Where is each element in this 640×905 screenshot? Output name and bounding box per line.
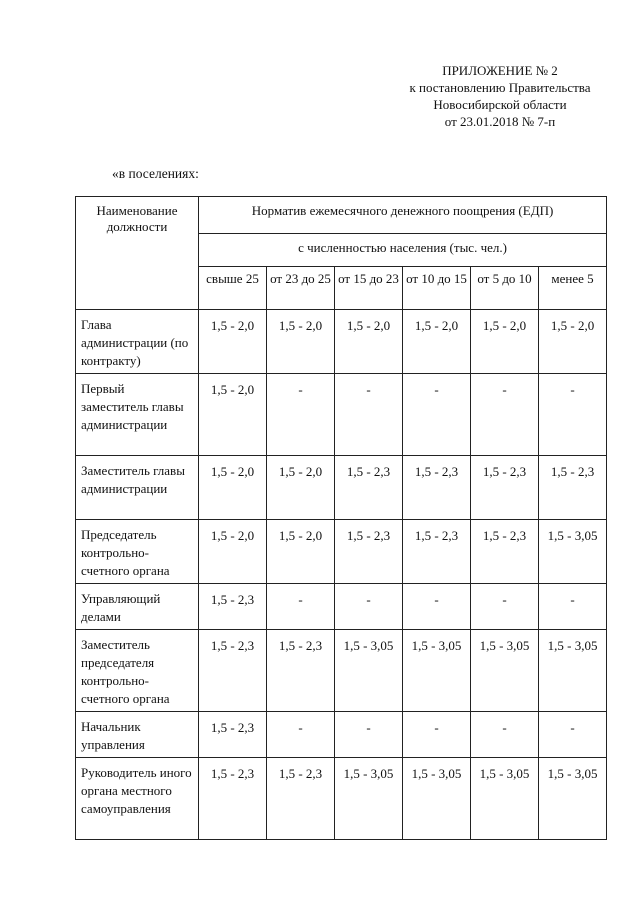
norm-value-cell: 1,5 - 2,0 xyxy=(335,310,403,374)
norm-value-cell: 1,5 - 2,0 xyxy=(403,310,471,374)
norm-value-cell: 1,5 - 2,0 xyxy=(199,456,267,520)
norm-value-cell: 1,5 - 3,05 xyxy=(335,630,403,712)
norm-value-cell: - xyxy=(335,712,403,758)
norm-value-cell: 1,5 - 2,0 xyxy=(267,520,335,584)
norm-value-cell: 1,5 - 2,0 xyxy=(471,310,539,374)
norm-value-cell: 1,5 - 2,0 xyxy=(267,310,335,374)
norm-value-cell: - xyxy=(403,374,471,456)
table-row xyxy=(76,630,607,712)
position-name-cell: Заместитель председателя контрольно-счетного органа xyxy=(76,630,199,712)
position-name-cell: Начальник управления xyxy=(76,712,199,758)
norm-value-cell: 1,5 - 2,3 xyxy=(199,758,267,840)
table-row xyxy=(76,584,607,630)
norm-value-cell: 1,5 - 3,05 xyxy=(539,630,607,712)
table-row xyxy=(76,374,607,456)
header-line-region: Новосибирской области xyxy=(433,97,567,112)
norm-value-cell: 1,5 - 2,3 xyxy=(471,456,539,520)
norm-value-cell: - xyxy=(539,584,607,630)
norm-value-cell: 1,5 - 2,3 xyxy=(199,712,267,758)
norm-value-cell: - xyxy=(471,712,539,758)
header-line-resolution: к постановлению Правительства xyxy=(409,80,591,95)
column-header-norm: Норматив ежемесячного денежного поощрения (ЕДП) xyxy=(199,197,607,234)
norm-value-cell: 1,5 - 2,3 xyxy=(335,520,403,584)
table-row xyxy=(76,520,607,584)
norm-value-cell: - xyxy=(539,374,607,456)
table-row xyxy=(76,758,607,840)
norm-value-cell: - xyxy=(335,584,403,630)
norm-value-cell: 1,5 - 2,3 xyxy=(335,456,403,520)
norm-value-cell: 1,5 - 3,05 xyxy=(403,630,471,712)
norm-value-cell: 1,5 - 3,05 xyxy=(403,758,471,840)
position-name-cell: Председатель контрольно-счетного органа xyxy=(76,520,199,584)
norm-value-cell: - xyxy=(403,584,471,630)
norm-table xyxy=(75,196,607,840)
norm-value-cell: 1,5 - 2,3 xyxy=(199,584,267,630)
norm-value-cell: - xyxy=(335,374,403,456)
norm-value-cell: 1,5 - 3,05 xyxy=(539,520,607,584)
column-header-population-range: от 10 до 15 xyxy=(403,267,471,310)
position-name-cell: Управляющий делами xyxy=(76,584,199,630)
column-header-population-range: от 5 до 10 xyxy=(471,267,539,310)
table-row xyxy=(76,456,607,520)
column-header-population-range: менее 5 xyxy=(539,267,607,310)
norm-value-cell: - xyxy=(471,584,539,630)
norm-value-cell: 1,5 - 2,3 xyxy=(199,630,267,712)
norm-value-cell: 1,5 - 3,05 xyxy=(335,758,403,840)
column-header-population-range: от 23 до 25 xyxy=(267,267,335,310)
appendix-title: ПРИЛОЖЕНИЕ № 2 xyxy=(442,63,558,78)
table-row xyxy=(76,712,607,758)
column-header-position: Наименование должности xyxy=(76,197,199,310)
position-name-cell: Руководитель иного органа местного самоуправления xyxy=(76,758,199,840)
column-header-population-range: свыше 25 xyxy=(199,267,267,310)
intro-text: «в поселениях: xyxy=(112,166,199,181)
norm-value-cell: 1,5 - 2,0 xyxy=(267,456,335,520)
norm-value-cell: 1,5 - 2,3 xyxy=(403,456,471,520)
document-header xyxy=(380,62,620,130)
norm-value-cell: 1,5 - 2,3 xyxy=(403,520,471,584)
norm-value-cell: 1,5 - 2,0 xyxy=(199,310,267,374)
column-header-population-range: от 15 до 23 xyxy=(335,267,403,310)
norm-value-cell: 1,5 - 3,05 xyxy=(471,630,539,712)
norm-value-cell: - xyxy=(267,712,335,758)
norm-value-cell: 1,5 - 2,3 xyxy=(267,758,335,840)
norm-value-cell: - xyxy=(539,712,607,758)
norm-value-cell: - xyxy=(471,374,539,456)
table-row xyxy=(76,310,607,374)
norm-value-cell: 1,5 - 2,0 xyxy=(199,374,267,456)
position-name-cell: Первый заместитель главы администрации xyxy=(76,374,199,456)
norm-value-cell: 1,5 - 2,0 xyxy=(539,310,607,374)
norm-value-cell: 1,5 - 3,05 xyxy=(471,758,539,840)
norm-value-cell: 1,5 - 3,05 xyxy=(539,758,607,840)
position-name-cell: Глава администрации (по контракту) xyxy=(76,310,199,374)
norm-value-cell: - xyxy=(403,712,471,758)
position-name-cell: Заместитель главы администрации xyxy=(76,456,199,520)
norm-value-cell: - xyxy=(267,584,335,630)
norm-value-cell: - xyxy=(267,374,335,456)
norm-value-cell: 1,5 - 2,0 xyxy=(199,520,267,584)
norm-value-cell: 1,5 - 2,3 xyxy=(539,456,607,520)
column-header-population: с численностью населения (тыс. чел.) xyxy=(199,234,607,267)
header-line-date: от 23.01.2018 № 7-п xyxy=(444,114,556,129)
norm-value-cell: 1,5 - 2,3 xyxy=(267,630,335,712)
norm-value-cell: 1,5 - 2,3 xyxy=(471,520,539,584)
